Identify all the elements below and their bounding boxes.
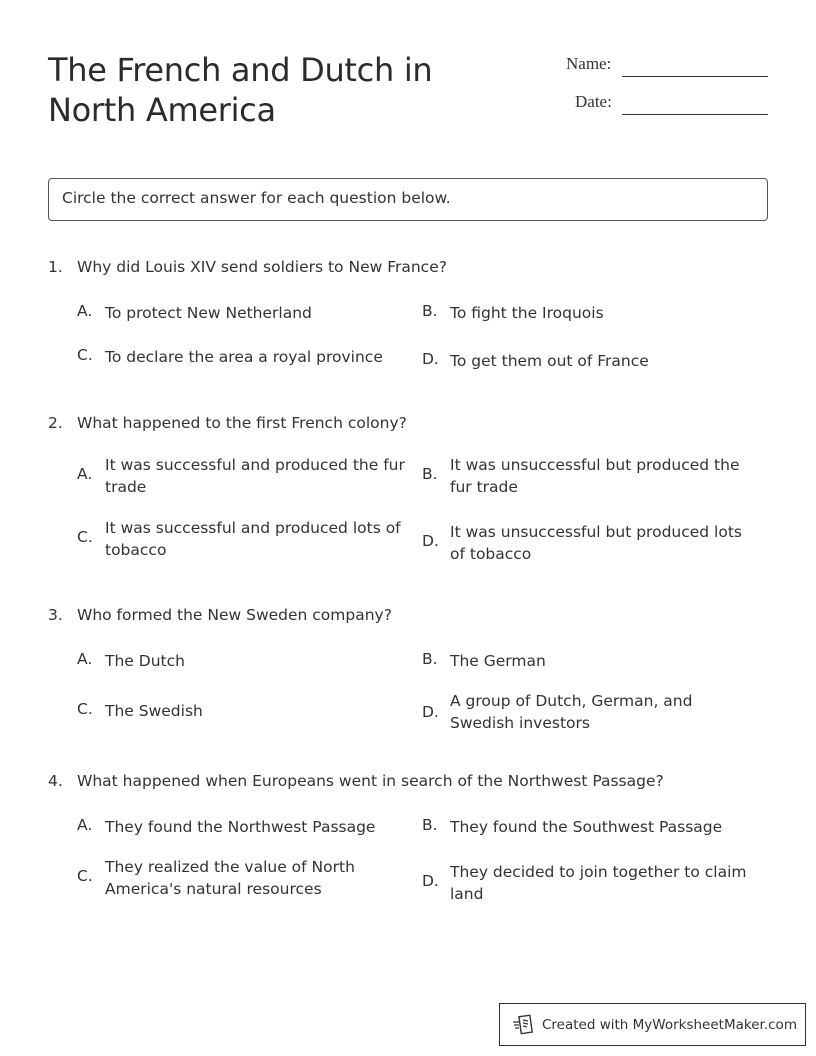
option-text: It was unsuccessful but produced lots of tobacco (450, 523, 742, 563)
option-letter: D. (422, 703, 439, 721)
option-text: To fight the Iroquois (450, 304, 604, 322)
option-text: The Dutch (105, 652, 185, 670)
option-letter: B. (422, 302, 438, 320)
option-a[interactable] (77, 454, 405, 498)
option-text: The German (450, 652, 546, 670)
option-text: A group of Dutch, German, and Swedish investors (450, 692, 693, 732)
option-d[interactable] (422, 690, 742, 734)
instructions-box (48, 178, 768, 221)
question-number: 1. (48, 258, 63, 276)
option-d[interactable] (422, 861, 747, 905)
option-text: It was successful and produced the fur trade (105, 456, 405, 496)
option-text: The Swedish (105, 702, 203, 720)
question-text: What happened to the first French colony? (77, 414, 407, 432)
option-letter: C. (77, 867, 93, 885)
question-text: Why did Louis XIV send soldiers to New France? (77, 258, 447, 276)
option-letter: C. (77, 528, 93, 546)
name-label: Name: (566, 54, 612, 73)
option-letter: A. (77, 302, 93, 320)
date-label: Date: (575, 92, 612, 111)
worksheet-maker-logo-icon (512, 1014, 536, 1036)
option-letter: B. (422, 816, 438, 834)
question-number: 2. (48, 414, 63, 432)
option-text: To get them out of France (450, 352, 649, 370)
instructions-text: Circle the correct answer for each question below. (62, 189, 451, 207)
page-title: The French and Dutch in North America (48, 51, 433, 129)
option-letter: A. (77, 465, 93, 483)
option-text: They decided to join together to claim land (450, 863, 747, 903)
question-number: 3. (48, 606, 63, 624)
date-field[interactable] (560, 92, 770, 116)
option-text: They realized the value of North America's natural resources (105, 858, 355, 898)
name-field[interactable] (560, 54, 770, 78)
option-letter: C. (77, 346, 93, 364)
date-line[interactable] (622, 114, 768, 115)
option-text: They found the Northwest Passage (105, 818, 376, 836)
option-letter: D. (422, 872, 439, 890)
option-text: It was successful and produced lots of tobacco (105, 519, 401, 559)
option-letter: D. (422, 350, 439, 368)
option-letter: A. (77, 650, 93, 668)
option-letter: A. (77, 816, 93, 834)
footer-credit[interactable] (499, 1003, 806, 1046)
option-d[interactable] (422, 521, 742, 565)
option-c[interactable] (77, 517, 401, 561)
option-text: To declare the area a royal province (105, 348, 383, 366)
option-b[interactable] (422, 454, 742, 498)
option-letter: C. (77, 700, 93, 718)
option-text: It was unsuccessful but produced the fur trade (450, 456, 740, 496)
option-text: To protect New Netherland (105, 304, 312, 322)
question-text: Who formed the New Sweden company? (77, 606, 392, 624)
question-text: What happened when Europeans went in search of the Northwest Passage? (77, 772, 664, 790)
option-letter: B. (422, 650, 438, 668)
name-line[interactable] (622, 76, 768, 77)
option-letter: B. (422, 465, 438, 483)
option-text: They found the Southwest Passage (450, 818, 723, 836)
footer-text: Created with MyWorksheetMaker.com (542, 1016, 797, 1033)
question-number: 4. (48, 772, 63, 790)
option-letter: D. (422, 532, 439, 550)
option-c[interactable] (77, 856, 397, 900)
